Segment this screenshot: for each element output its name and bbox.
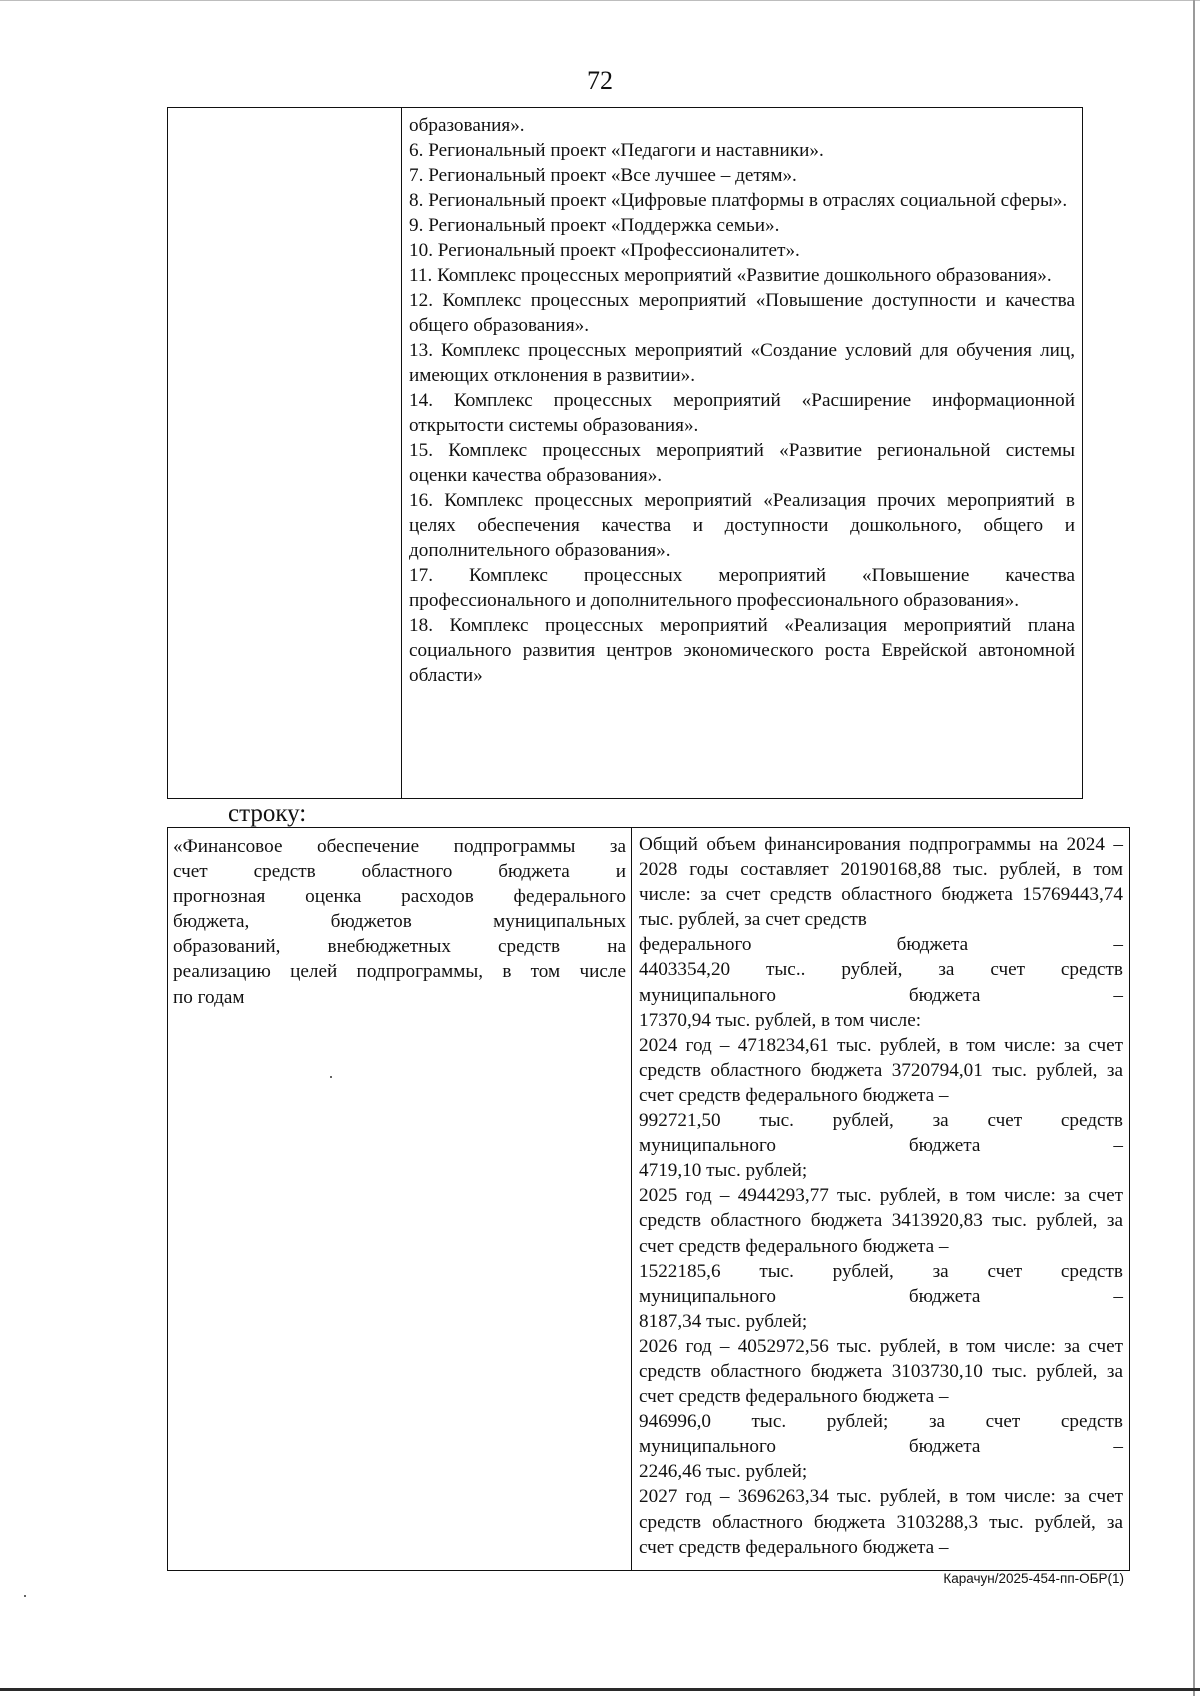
list-item: 10. Региональный проект «Профессионалитет». (409, 240, 800, 261)
list-item: образования». (409, 115, 525, 136)
list-item: 8. Региональный проект «Цифровые платформы в отраслях социальной сферы». (409, 190, 1068, 211)
list-item: 9. Региональный проект «Поддержка семьи». (409, 215, 780, 236)
year-municipal-amount: 2246,46 тыс. рублей; (639, 1461, 808, 1483)
scan-speck (330, 1076, 332, 1078)
year-federal-amount: 992721,50 тыс. рублей, за счет средств (639, 1110, 1123, 1132)
total-municipal-line: муниципального бюджета – (639, 984, 1123, 1006)
year-municipal-line: муниципального бюджета – (639, 1285, 1123, 1307)
total-federal-amount: 4403354,20 тыс.. рублей, за счет средств (639, 959, 1123, 981)
total-financing-text: Общий объем финансирования подпрограммы на 2024 – 2028 годы составляет 20190168,88 тыс. рублей, в том числе: за счет средств областного бюджета 15769443,74 тыс. рублей, за счет средств (639, 834, 1123, 931)
year-municipal-amount: 8187,34 тыс. рублей; (639, 1310, 808, 1332)
financing-title-line: образований, внебюджетных средств на (173, 936, 626, 958)
section-label: строку: (228, 800, 307, 827)
list-item: 17. Комплекс процессных мероприятий «Повышение качества профессионального и дополнительного профессионального образования». (409, 565, 1075, 611)
list-item: 11. Комплекс процессных мероприятий «Развитие дошкольного образования». (409, 265, 1052, 286)
financing-title-line: бюджета, бюджетов муниципальных (173, 911, 626, 933)
list-item: 12. Комплекс процессных мероприятий «Повышение доступности и качества общего образования». (409, 290, 1075, 336)
list-item: 18. Комплекс процессных мероприятий «Реализация мероприятий плана социального развития центров экономического роста Еврейской автономной области» (409, 615, 1075, 686)
list-item: 15. Комплекс процессных мероприятий «Развитие региональной системы оценки качества образования». (409, 440, 1075, 486)
scan-edge-bottom (0, 1688, 1200, 1691)
scan-edge-right (1193, 0, 1195, 1696)
financing-table (167, 827, 1130, 1571)
list-item: 13. Комплекс процессных мероприятий «Создание условий для обучения лиц, имеющих отклонения в развитии». (409, 340, 1075, 386)
year-financing-text: 2025 год – 4944293,77 тыс. рублей, в том числе: за счет средств областного бюджета 3413920,83 тыс. рублей, за счет средств федерального бюджета – (639, 1185, 1123, 1257)
scan-speck (24, 1595, 26, 1597)
document-code: Карачун/2025-454-пп-ОБР(1) (943, 1571, 1124, 1586)
total-municipal-amount: 17370,94 тыс. рублей, в том числе: (639, 1009, 922, 1031)
financing-title-line: прогнозная оценка расходов федерального (173, 886, 626, 908)
year-municipal-line: муниципального бюджета – (639, 1436, 1123, 1458)
upper-table (167, 107, 1083, 799)
financing-title-line: счет средств областного бюджета и (173, 861, 626, 883)
financing-title-cell (168, 828, 632, 1571)
list-item: 14. Комплекс процессных мероприятий «Расширение информационной открытости системы образования». (409, 390, 1075, 436)
upper-table-row (168, 108, 1083, 799)
year-municipal-amount: 4719,10 тыс. рублей; (639, 1160, 808, 1182)
year-federal-amount: 946996,0 тыс. рублей; за счет средств (639, 1411, 1123, 1433)
financing-title-line: «Финансовое обеспечение подпрограммы за (173, 836, 626, 857)
year-municipal-line: муниципального бюджета – (639, 1135, 1123, 1157)
financing-title-line: реализацию целей подпрограммы, в том числе (173, 961, 626, 983)
list-item: 6. Региональный проект «Педагоги и наставники». (409, 140, 824, 161)
scan-edge-top (0, 0, 1200, 1)
year-federal-amount: 1522185,6 тыс. рублей, за счет средств (639, 1260, 1123, 1282)
year-financing-text: 2026 год – 4052972,56 тыс. рублей, в том числе: за счет средств областного бюджета 3103730,10 тыс. рублей, за счет средств федерального бюджета – (639, 1335, 1123, 1408)
financing-amounts-cell (632, 828, 1130, 1571)
year-financing-text-partial: 2027 год – 3696263,34 тыс. рублей, в том числе: за счет средств областного бюджета 3103288,3 тыс. рублей, за счет средств федерального бюджета – (639, 1486, 1123, 1558)
list-item: 16. Комплекс процессных мероприятий «Реализация прочих мероприятий в целях обеспечения качества и доступности дошкольного, общего и дополнительного образования». (409, 490, 1075, 561)
page-number: 72 (587, 66, 613, 95)
year-financing-text: 2024 год – 4718234,61 тыс. рублей, в том числе: за счет средств областного бюджета 3720794,01 тыс. рублей, за счет средств федерального бюджета – (639, 1034, 1123, 1106)
list-item: 7. Региональный проект «Все лучшее – детям». (409, 165, 797, 186)
upper-table-right-cell (402, 108, 1083, 799)
upper-table-left-cell (168, 108, 402, 799)
total-federal-line: федерального бюджета – (639, 934, 1123, 956)
financing-title-line: по годам (173, 986, 245, 1008)
financing-table-row (168, 828, 1130, 1571)
